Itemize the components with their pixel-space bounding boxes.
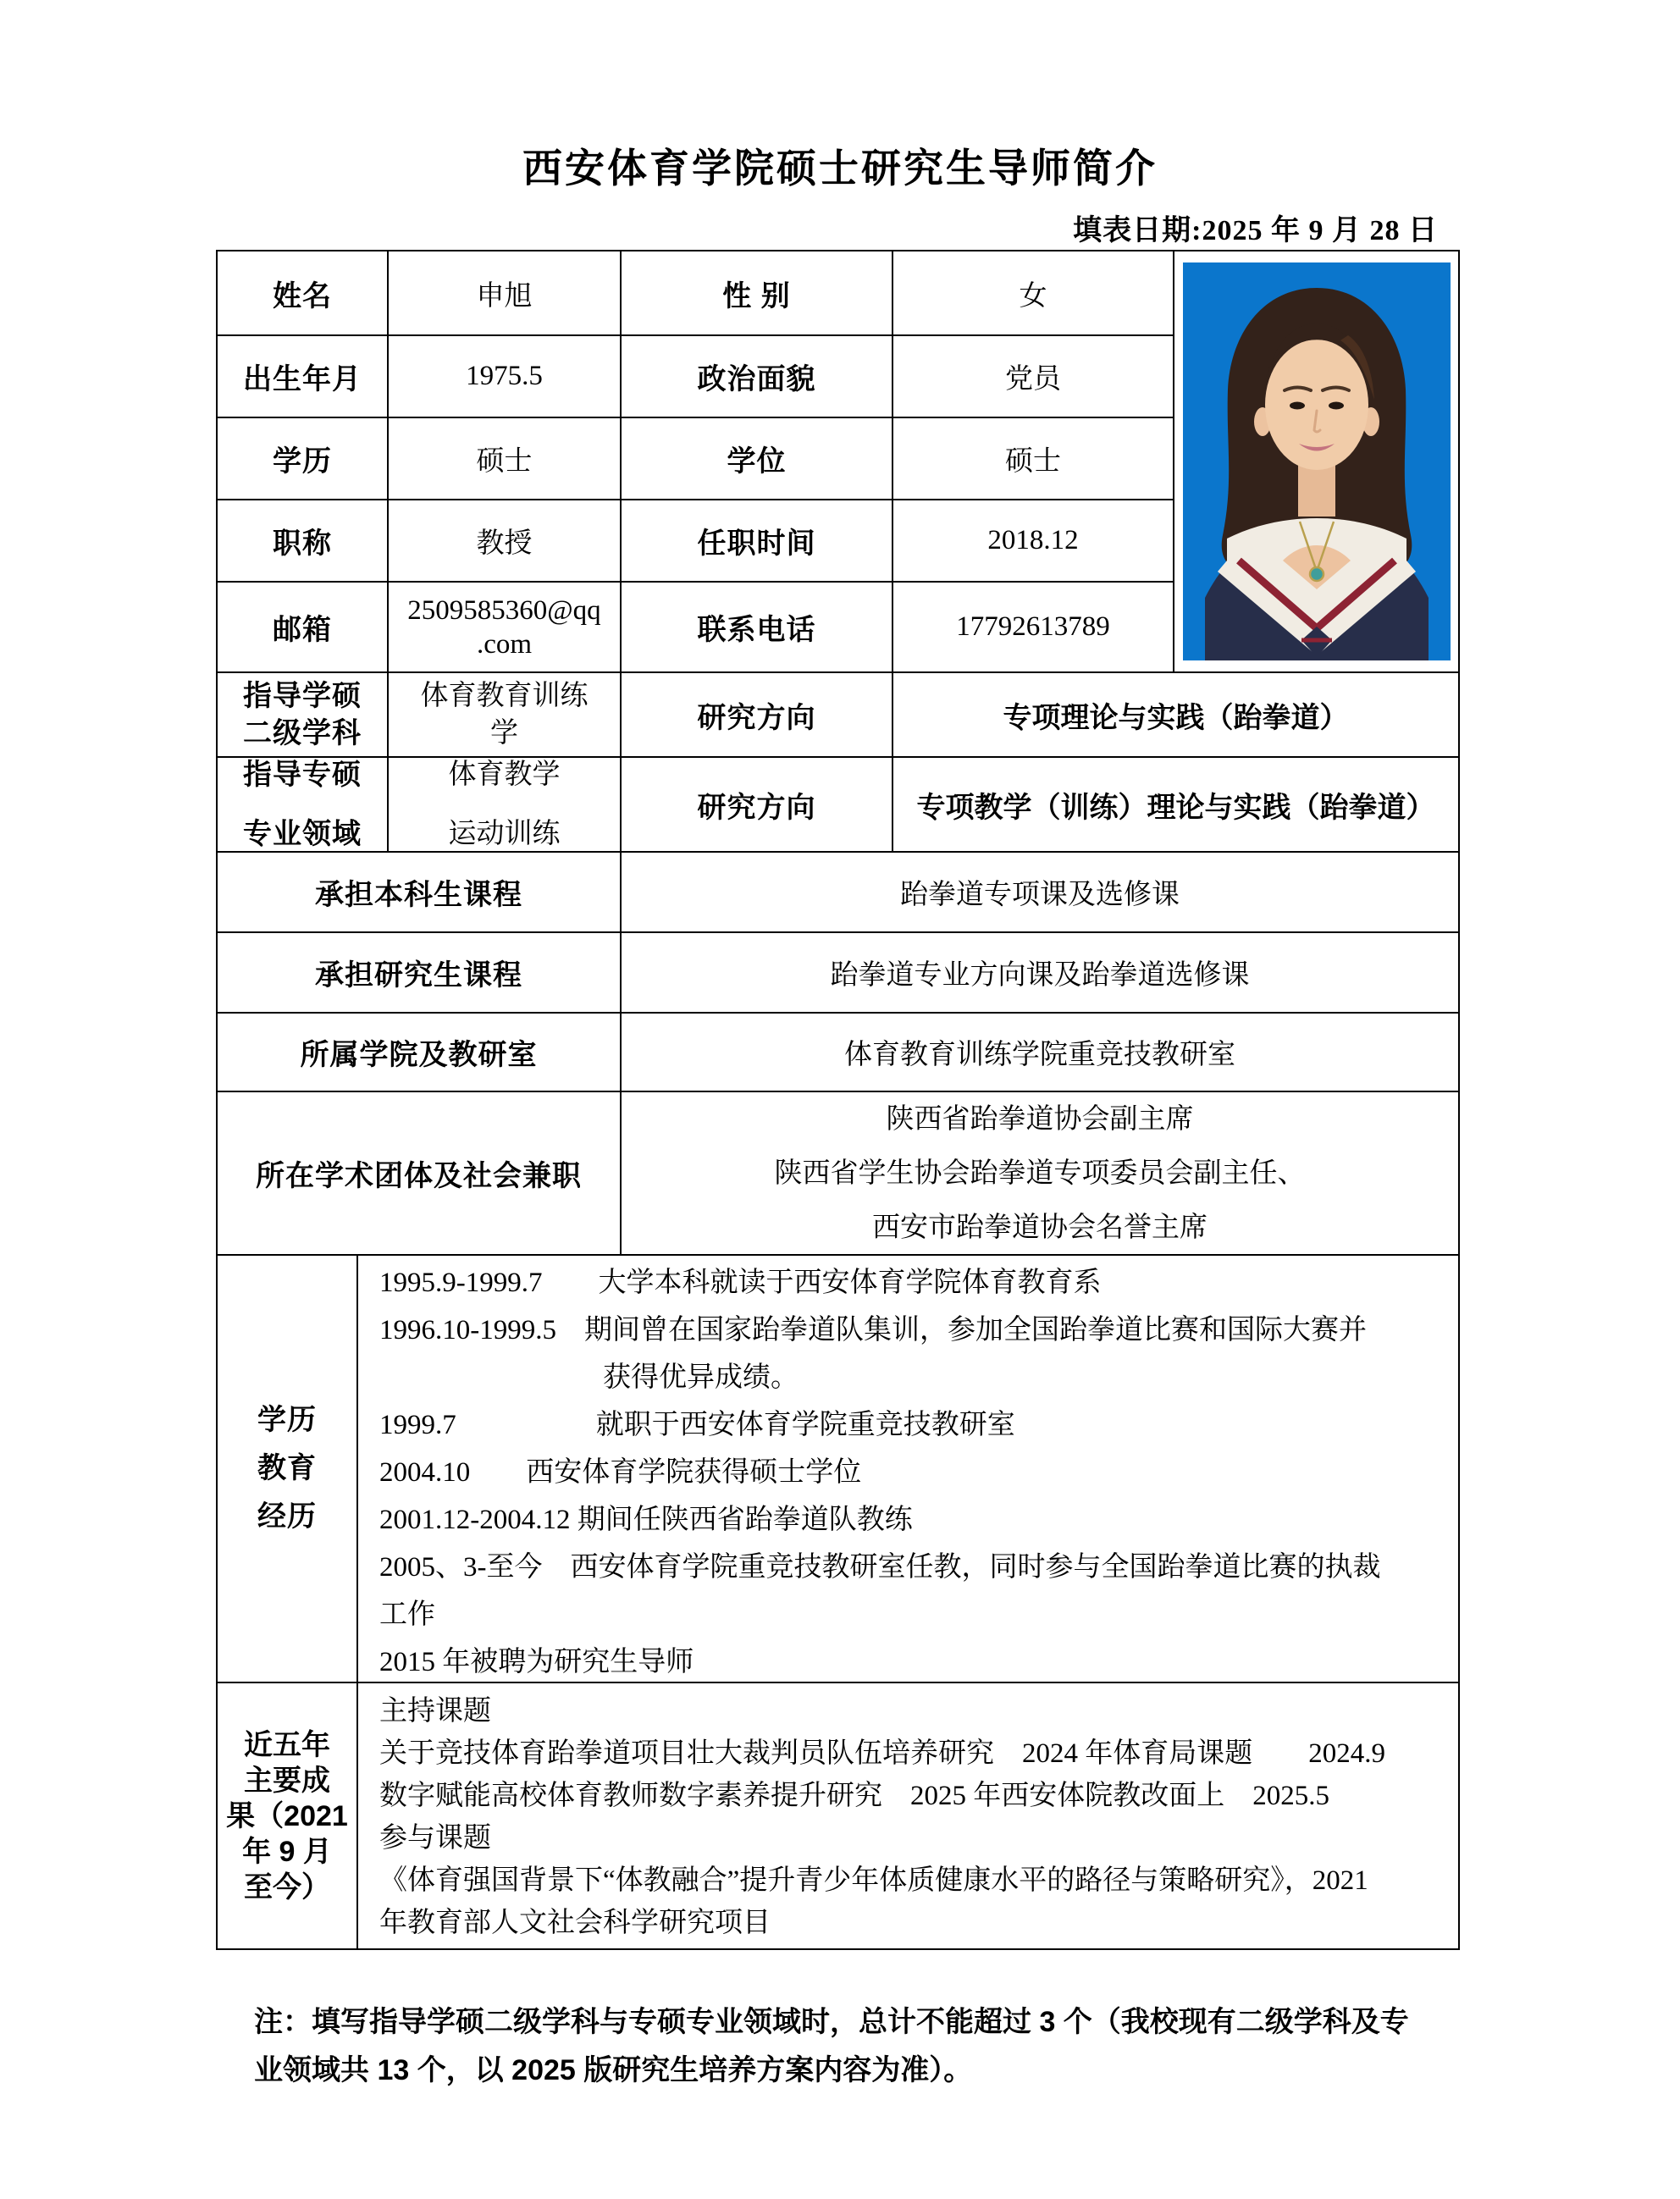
- education-history-line: 1995.9-1999.7 大学本科就读于西安体育学院体育教育系: [379, 1268, 1102, 1298]
- professional-direction-value: 专项教学（训练）理论与实践（跆拳道）: [893, 758, 1460, 853]
- research-direction-label-2: 研究方向: [622, 758, 893, 853]
- undergrad-courses-label: 承担本科生课程: [218, 853, 622, 933]
- professional-field-value: 体育教学 运动训练: [389, 758, 622, 853]
- education-history-line: 2004.10 西安体育学院获得硕士学位: [379, 1457, 862, 1488]
- political-value: 党员: [893, 336, 1174, 418]
- achievement-line: 年教育部人文社会科学研究项目: [379, 1908, 771, 1938]
- gender-label: 性 别: [622, 251, 893, 336]
- education-history-line: 2005、3-至今 西安体育学院重竞技教研室任教，同时参与全国跆拳道比赛的执裁: [379, 1552, 1381, 1583]
- footer-note-line2: 业领域共 13 个，以 2025 版研究生培养方案内容为准）。: [254, 2054, 973, 2086]
- society-item: 陕西省学生协会跆拳道专项委员会副主任、: [774, 1158, 1306, 1189]
- achievements-content: [358, 1683, 1460, 1950]
- society-item: 陕西省跆拳道协会副主席: [886, 1103, 1194, 1135]
- research-direction-label-1: 研究方向: [622, 673, 893, 758]
- academic-direction-value: 专项理论与实践（跆拳道）: [893, 673, 1460, 758]
- gender-value: 女: [893, 251, 1174, 336]
- portrait-photo-cell: [1174, 251, 1460, 673]
- academic-discipline-value: 体育教育训练 学: [389, 673, 622, 758]
- achievements-label: 近五年 主要成 果（2021 年 9 月 至今）: [218, 1683, 358, 1950]
- education-history-line: 工作: [379, 1600, 435, 1630]
- education-history-line: 1999.7 就职于西安体育学院重竞技教研室: [379, 1410, 1015, 1440]
- degree-value: 硕士: [893, 418, 1174, 500]
- title-label: 职称: [218, 500, 389, 583]
- phone-value: 17792613789: [893, 583, 1174, 673]
- page-title: 西安体育学院硕士研究生导师简介: [522, 146, 1158, 191]
- name-label: 姓名: [218, 251, 389, 336]
- birth-value: 1975.5: [389, 336, 622, 418]
- name-value: 申旭: [389, 251, 622, 336]
- societies-label: 所在学术团体及社会兼职: [218, 1092, 622, 1256]
- degree-label: 学位: [622, 418, 893, 500]
- footer-note-line1: 注：填写指导学硕二级学科与专硕专业领域时，总计不能超过 3 个（我校现有二级学科及专: [254, 2006, 1409, 2038]
- education-value: 硕士: [389, 418, 622, 500]
- appointment-value: 2018.12: [893, 500, 1174, 583]
- email-label: 邮箱: [218, 583, 389, 673]
- education-history-content: [358, 1256, 1460, 1683]
- achievement-line: 《体育强国背景下“体教融合”提升青少年体质健康水平的路径与策略研究》，2021: [379, 1865, 1368, 1896]
- email-value: [389, 583, 622, 673]
- achievement-line: 数字赋能高校体育教师数字素养提升研究 2025 年西安体院教改面上 2025.5: [379, 1781, 1329, 1811]
- education-history-line: 2001.12-2004.12 期间任陕西省跆拳道队教练: [379, 1505, 913, 1535]
- fill-date: 填表日期:2025 年 9 月 28 日: [1073, 215, 1438, 246]
- education-history-line: 获得优异成绩。: [379, 1362, 799, 1393]
- achievement-line: 主持课题: [379, 1696, 491, 1727]
- department-label: 所属学院及教研室: [218, 1014, 622, 1092]
- birth-label: 出生年月: [218, 336, 389, 418]
- education-history-line: 1996.10-1999.5 期间曾在国家跆拳道队集训，参加全国跆拳道比赛和国际大赛并: [379, 1315, 1367, 1345]
- portrait-photo: [1183, 262, 1451, 660]
- email-line1: 2509585360@qq: [407, 594, 601, 626]
- political-label: 政治面貌: [622, 336, 893, 418]
- graduate-courses-value: 跆拳道专业方向课及跆拳道选修课: [622, 933, 1460, 1014]
- graduate-courses-label: 承担研究生课程: [218, 933, 622, 1014]
- academic-discipline-label: 指导学硕 二级学科: [218, 673, 389, 758]
- achievement-line: 关于竞技体育跆拳道项目壮大裁判员队伍培养研究 2024 年体育局课题 2024.9: [379, 1738, 1385, 1769]
- professional-field-label: 指导专硕 专业领域: [218, 758, 389, 853]
- societies-value: [622, 1092, 1460, 1256]
- footer-note: [254, 1998, 1456, 2095]
- department-value: 体育教育训练学院重竞技教研室: [622, 1014, 1460, 1092]
- profile-table: [216, 250, 1460, 1950]
- undergrad-courses-value: 跆拳道专项课及选修课: [622, 853, 1460, 933]
- education-history-line: 2015 年被聘为研究生导师: [379, 1647, 694, 1677]
- achievement-line: 参与课题: [379, 1823, 491, 1854]
- email-line2: .com: [476, 628, 533, 660]
- society-item: 西安市跆拳道协会名誉主席: [872, 1212, 1208, 1243]
- phone-label: 联系电话: [622, 583, 893, 673]
- appointment-label: 任职时间: [622, 500, 893, 583]
- education-history-label: 学历 教育 经历: [218, 1256, 358, 1683]
- education-label: 学历: [218, 418, 389, 500]
- title-value: 教授: [389, 500, 622, 583]
